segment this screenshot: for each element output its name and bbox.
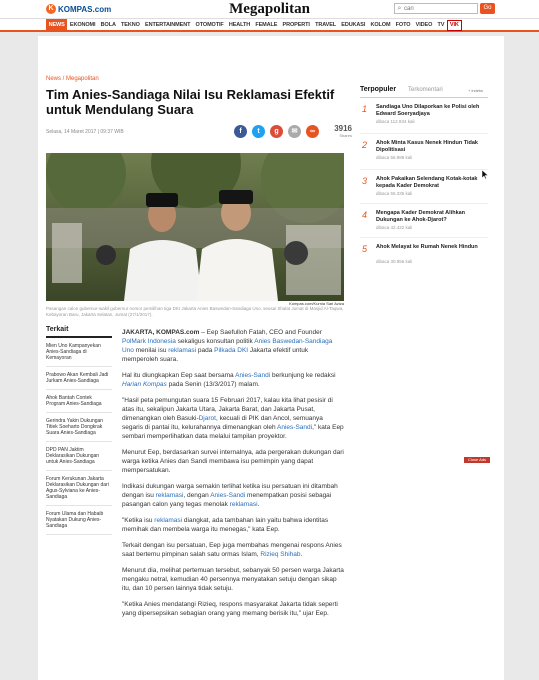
nav-tekno[interactable]: TEKNO	[121, 22, 140, 28]
popular-item[interactable]	[360, 204, 488, 238]
share-count: 3916	[334, 124, 352, 133]
link-reklamasi[interactable]: reklamasi	[229, 501, 258, 508]
logo-text: KOMPAS.com	[58, 4, 112, 14]
email-share-icon[interactable]: ✉	[288, 125, 301, 138]
popular-tabs	[360, 86, 488, 98]
photo-credit: Kompas.com/Kurnia Sari Aziza	[289, 301, 344, 306]
article-header	[46, 76, 352, 151]
text: Terkait dengan isu persatuan, Eep juga membahas mengenai respons Anies saat bertemu pimpinan salah satu ormas Islam,	[122, 542, 342, 558]
popular-item[interactable]	[360, 170, 488, 204]
link-rizieq-shihab[interactable]: Rizieq Shihab	[260, 551, 301, 558]
link-reklamasi[interactable]: reklamasi	[168, 347, 197, 354]
link-djarot[interactable]: Djarot	[198, 415, 216, 422]
nav-news[interactable]: NEWS	[46, 19, 67, 31]
text: menilai isu	[133, 347, 169, 354]
article-paragraph: Menurut dia, melihat pertemuan tersebut, sebanyak 50 persen warga Jakarta mengaku netral, kemudian 40 persennya menyatakan setuju dengan sikap itu, dan 10 persen lainnya tidak setuju.	[122, 567, 344, 592]
nav-bola[interactable]: BOLA	[100, 22, 116, 28]
article-paragraph	[122, 371, 344, 389]
text: berkunjung ke redaksi	[270, 372, 336, 379]
nav-tv[interactable]: TV	[437, 22, 445, 28]
popular-item[interactable]	[360, 134, 488, 170]
kompas-logo[interactable]	[46, 3, 111, 15]
related-articles	[46, 326, 112, 535]
related-item[interactable]: Forum Kerukunan Jakarta Deklarasikan Dukungan dari Agus-Sylviana ke Anies-Sandiaga	[46, 471, 112, 506]
text: "Ketika isu	[122, 517, 155, 524]
article-paragraph	[122, 396, 344, 441]
link-anies-sandi[interactable]: Anies-Sandi	[210, 492, 246, 499]
text: ," kata Eep sembari memperlihatkan data melalui tampilan proyektor.	[122, 424, 344, 440]
link-harian-kompas[interactable]: Harian Kompas	[122, 381, 167, 388]
link-share-icon[interactable]: ∞	[306, 125, 319, 138]
search-input[interactable]	[404, 4, 474, 13]
search-icon: ⌕	[397, 4, 402, 12]
popular-views: dibaca 55.335 kali	[376, 191, 413, 196]
text: Jakarta efektif untuk memperoleh suara.	[122, 347, 309, 363]
popular-rank: 4	[362, 210, 368, 220]
popular-rank: 2	[362, 140, 368, 150]
tab-terpopuler[interactable]: Terpopuler	[360, 86, 397, 93]
article-paragraph: "Ketika Anies mendatangi Rizieq, respons masyarakat Jakarta tidak seperti yang dipersepsikan sebagian orang yang memang berisik itu," ujar Eep.	[122, 601, 338, 617]
text: , kecuali di PIK dan Ancol, semuanya segaris di pantai itu, kelurahannya dimenangkan oleh	[122, 415, 323, 431]
text: , dengan	[183, 492, 211, 499]
search-box[interactable]	[394, 3, 478, 14]
nav-otomotif[interactable]: OTOMOTIF	[195, 22, 224, 28]
text: pada Senin (13/3/2017) malam.	[166, 381, 260, 388]
nav-health[interactable]: HEALTH	[228, 22, 251, 28]
indeks-link[interactable]: + indeks	[468, 88, 484, 93]
link-anies-sandiaga[interactable]: Anies Baswedan-Sandiaga Uno	[122, 338, 333, 354]
mouse-cursor-icon	[482, 170, 488, 179]
popular-title[interactable]: Sandiaga Uno Dilaporkan ke Polisi oleh Edward Soeryadjaya	[376, 104, 480, 117]
related-item[interactable]: Ahok Bantah Contek Program Anies-Sandiaga	[46, 390, 112, 413]
link-anies-sandi[interactable]: Anies-Sandi	[235, 372, 271, 379]
twitter-share-icon[interactable]: t	[252, 125, 265, 138]
nav-vik[interactable]: VIK	[447, 20, 462, 31]
nav-ekonomi[interactable]: EKONOMI	[69, 22, 96, 28]
text: – Eep Saefulloh Fatah, CEO and Founder	[199, 329, 322, 336]
popular-views: dibaca 42.422 kali	[376, 225, 413, 230]
search-go-button[interactable]: Go	[480, 3, 495, 14]
article-photo[interactable]	[46, 153, 344, 301]
text: pada	[196, 347, 215, 354]
popular-views: dibaca 56.988 kali	[376, 155, 413, 160]
dateline: JAKARTA, KOMPAS.com	[122, 329, 200, 336]
text: menempatkan posisi sebagai pasangan calon yang tegas menolak	[122, 492, 332, 508]
google-plus-share-icon[interactable]: g	[270, 125, 283, 138]
article-paragraph	[122, 482, 344, 509]
popular-views: dibaca 112.934 kali	[376, 119, 415, 124]
nav-video[interactable]: VIDEO	[415, 22, 433, 28]
breadcrumb[interactable]: News / Megapolitan	[46, 76, 99, 82]
nav-entertainment[interactable]: ENTERTAINMENT	[145, 22, 191, 28]
related-item[interactable]: Forum Ulama dan Habaib Nyatakan Dukung Anies-Sandiaga	[46, 506, 112, 535]
kompas-logo-icon: K	[46, 4, 56, 14]
popular-item[interactable]	[360, 98, 488, 134]
nav-kolom[interactable]: KOLOM	[370, 22, 391, 28]
article-paragraph	[122, 516, 344, 534]
article-paragraph: Menurut Eep, berdasarkan survei internalnya, ada pergerakan dukungan dari warga ketika Anies dan Sandi membawa isu pemimpin yang dapat mempersatukan.	[122, 449, 344, 474]
tab-terkomentari[interactable]: Terkomentari	[408, 87, 443, 93]
link-reklamasi[interactable]: reklamasi	[155, 492, 184, 499]
share-label: Shares	[339, 133, 352, 138]
text: diangkat, ada tambahan lain yaitu bahwa identitas memihak dan membela warga itu menegas," kata Eep.	[122, 517, 329, 533]
related-item[interactable]: Mien Uno Kampanyekan Anies-Sandiaga di Kemayoran	[46, 338, 112, 367]
nav-travel[interactable]: TRAVEL	[315, 22, 337, 28]
popular-title[interactable]: Mengapa Kader Demokrat Alihkan Dukungan ke Ahok-Djarot?	[376, 210, 466, 223]
article-paragraph	[122, 541, 344, 559]
text: Indikasi dukungan warga semakin terlihat ketika isu persatuan ini ditambah dengan isu	[122, 483, 338, 499]
popular-widget	[360, 86, 488, 270]
text: sekaligus konsultan politik	[175, 338, 255, 345]
popular-title[interactable]: Ahok Melayat ke Rumah Nenek Hindun	[376, 244, 478, 250]
article-headline: Tim Anies-Sandiaga Nilai Isu Reklamasi Efektif untuk Mendulang Suara	[46, 87, 335, 117]
related-item[interactable]: DPD PAN Jaktim Deklarasikan Dukungan untuk Anies-Sandiaga	[46, 442, 112, 471]
photo-caption: Pasangan calon gubernur-wakil gubernur nomor pemilihan tiga DKI Jakarta Anies Baswedan-Sandiaga Uno, seusai Shalat Jumat di Masjid Al-Taqwa, Kebayoran Baru, Jakarta Selatan, Jumat (27/1/2017).	[46, 306, 344, 317]
popular-views: dibaca 30.956 kali	[376, 259, 413, 264]
popular-item[interactable]	[360, 238, 488, 270]
nav-female[interactable]: FEMALE	[255, 22, 278, 28]
facebook-share-icon[interactable]: f	[234, 125, 247, 138]
link-anies-sandi[interactable]: Anies-Sandi	[277, 424, 313, 431]
popular-rank: 3	[362, 176, 368, 186]
page-container	[38, 36, 504, 680]
link-pilkada[interactable]: Pilkada DKI	[214, 347, 249, 354]
text: "Hasil peta pemungutan suara 15 Februari 2017, kalau kita lihat pesisir di atas itu, sekalipun Jakarta Utara, Jakarta Barat, dan Jakarta Pusat, dimenangkan oleh Basuki-	[122, 397, 333, 422]
popular-rank: 1	[362, 104, 368, 114]
text: Hal itu diungkapkan Eep saat bersama	[122, 372, 236, 379]
main-nav	[0, 18, 539, 32]
article-paragraph	[122, 328, 344, 364]
close-ads-button[interactable]: Close Ads	[464, 457, 490, 463]
nav-edukasi[interactable]: EDUKASI	[341, 22, 366, 28]
article-meta	[46, 124, 352, 151]
popular-title[interactable]: Ahok Pakaikan Selendang Kotak-kotak kepada Kader Demokrat	[376, 176, 478, 189]
popular-rank: 5	[362, 244, 368, 254]
article-body	[122, 328, 344, 625]
site-title: Megapolitan	[229, 1, 310, 17]
text: .	[300, 551, 303, 558]
article-date: Selasa, 14 Maret 2017 | 09:37 WIB	[46, 129, 124, 135]
popular-title[interactable]: Ahok Minta Kasus Nenek Hindun Tidak Dipolitisasi	[376, 140, 478, 153]
related-item[interactable]: Prabowo Akan Kembali Jadi Jurkam Anies-Sandiaga	[46, 367, 112, 390]
link-reklamasi[interactable]: reklamasi	[154, 517, 183, 524]
nav-properti[interactable]: PROPERTI	[282, 22, 310, 28]
nav-foto[interactable]: FOTO	[395, 22, 411, 28]
related-title: Terkait	[46, 326, 112, 338]
photo-illustration	[46, 153, 344, 301]
text: .	[257, 501, 260, 508]
related-item[interactable]: Gerindra Yakin Dukungan Titiek Soeharto Dongkrak Suara Anies-Sandiaga	[46, 413, 112, 442]
top-bar	[0, 0, 539, 18]
link-polmark[interactable]: PolMark Indonesia	[122, 338, 176, 345]
